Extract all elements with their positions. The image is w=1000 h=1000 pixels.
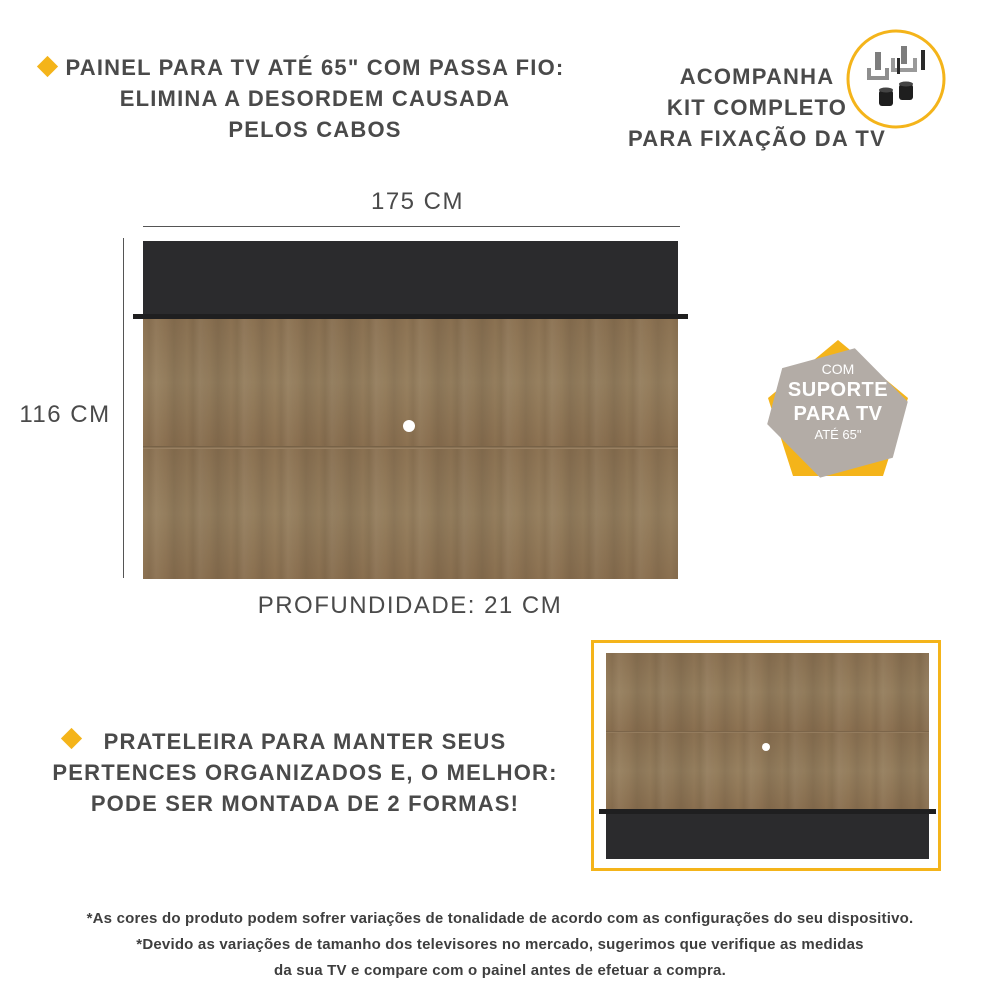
alt-bottom-black [606, 814, 929, 859]
feature-shelf-line-1: PRATELEIRA PARA MANTER SEUS [103, 729, 507, 754]
cable-hole [403, 420, 415, 432]
panel-wood-lower [143, 449, 678, 579]
badge-line-com: COM [821, 361, 855, 377]
depth-label: PROFUNDIDADE: 21 CM [257, 592, 563, 619]
width-label: 175 CM [370, 188, 465, 215]
tv-support-badge [763, 336, 913, 486]
feature-panel-line-3: PELOS CABOS [228, 117, 402, 142]
footnote-colors: *As cores do produto podem sofrer variações de tonalidade de acordo com as configurações do seu dispositivo. [86, 910, 914, 927]
mounting-kit-icon [845, 28, 947, 130]
alternate-mount-image [591, 640, 941, 871]
kit-line-1: ACOMPANHA [679, 64, 835, 89]
feature-panel-text [60, 52, 570, 145]
tv-panel-main [133, 241, 688, 579]
width-dimension-line [143, 226, 680, 227]
feature-panel-line-1: PAINEL PARA TV ATÉ 65" COM PASSA FIO: [65, 55, 565, 80]
footnotes [20, 906, 980, 984]
feature-shelf-line-3: PODE SER MONTADA DE 2 FORMAS! [90, 791, 520, 816]
badge-text [763, 360, 913, 444]
badge-line-suporte: SUPORTE [787, 379, 889, 401]
height-dimension-line [123, 238, 124, 578]
footnote-tv-size-1: *Devido as variações de tamanho dos televisores no mercado, sugerimos que verifique as medidas [136, 936, 864, 953]
feature-panel-line-2: ELIMINA A DESORDEM CAUSADA [119, 86, 511, 111]
footnote-tv-size-2: da sua TV e compare com o painel antes de efetuar a compra. [274, 962, 726, 979]
badge-line-ate: ATÉ 65" [814, 427, 862, 442]
alt-wood-upper [606, 653, 929, 731]
bullet-diamond-icon [37, 56, 58, 77]
badge-line-para-tv: PARA TV [793, 403, 883, 425]
height-label: 116 CM [19, 401, 111, 428]
alt-cable-hole [762, 743, 770, 751]
kit-line-3: PARA FIXAÇÃO DA TV [628, 126, 886, 151]
feature-shelf-line-2: PERTENCES ORGANIZADOS E, O MELHOR: [52, 760, 558, 785]
kit-line-2: KIT COMPLETO [666, 95, 848, 120]
feature-shelf-text [40, 726, 570, 819]
panel-top-black [143, 241, 678, 314]
